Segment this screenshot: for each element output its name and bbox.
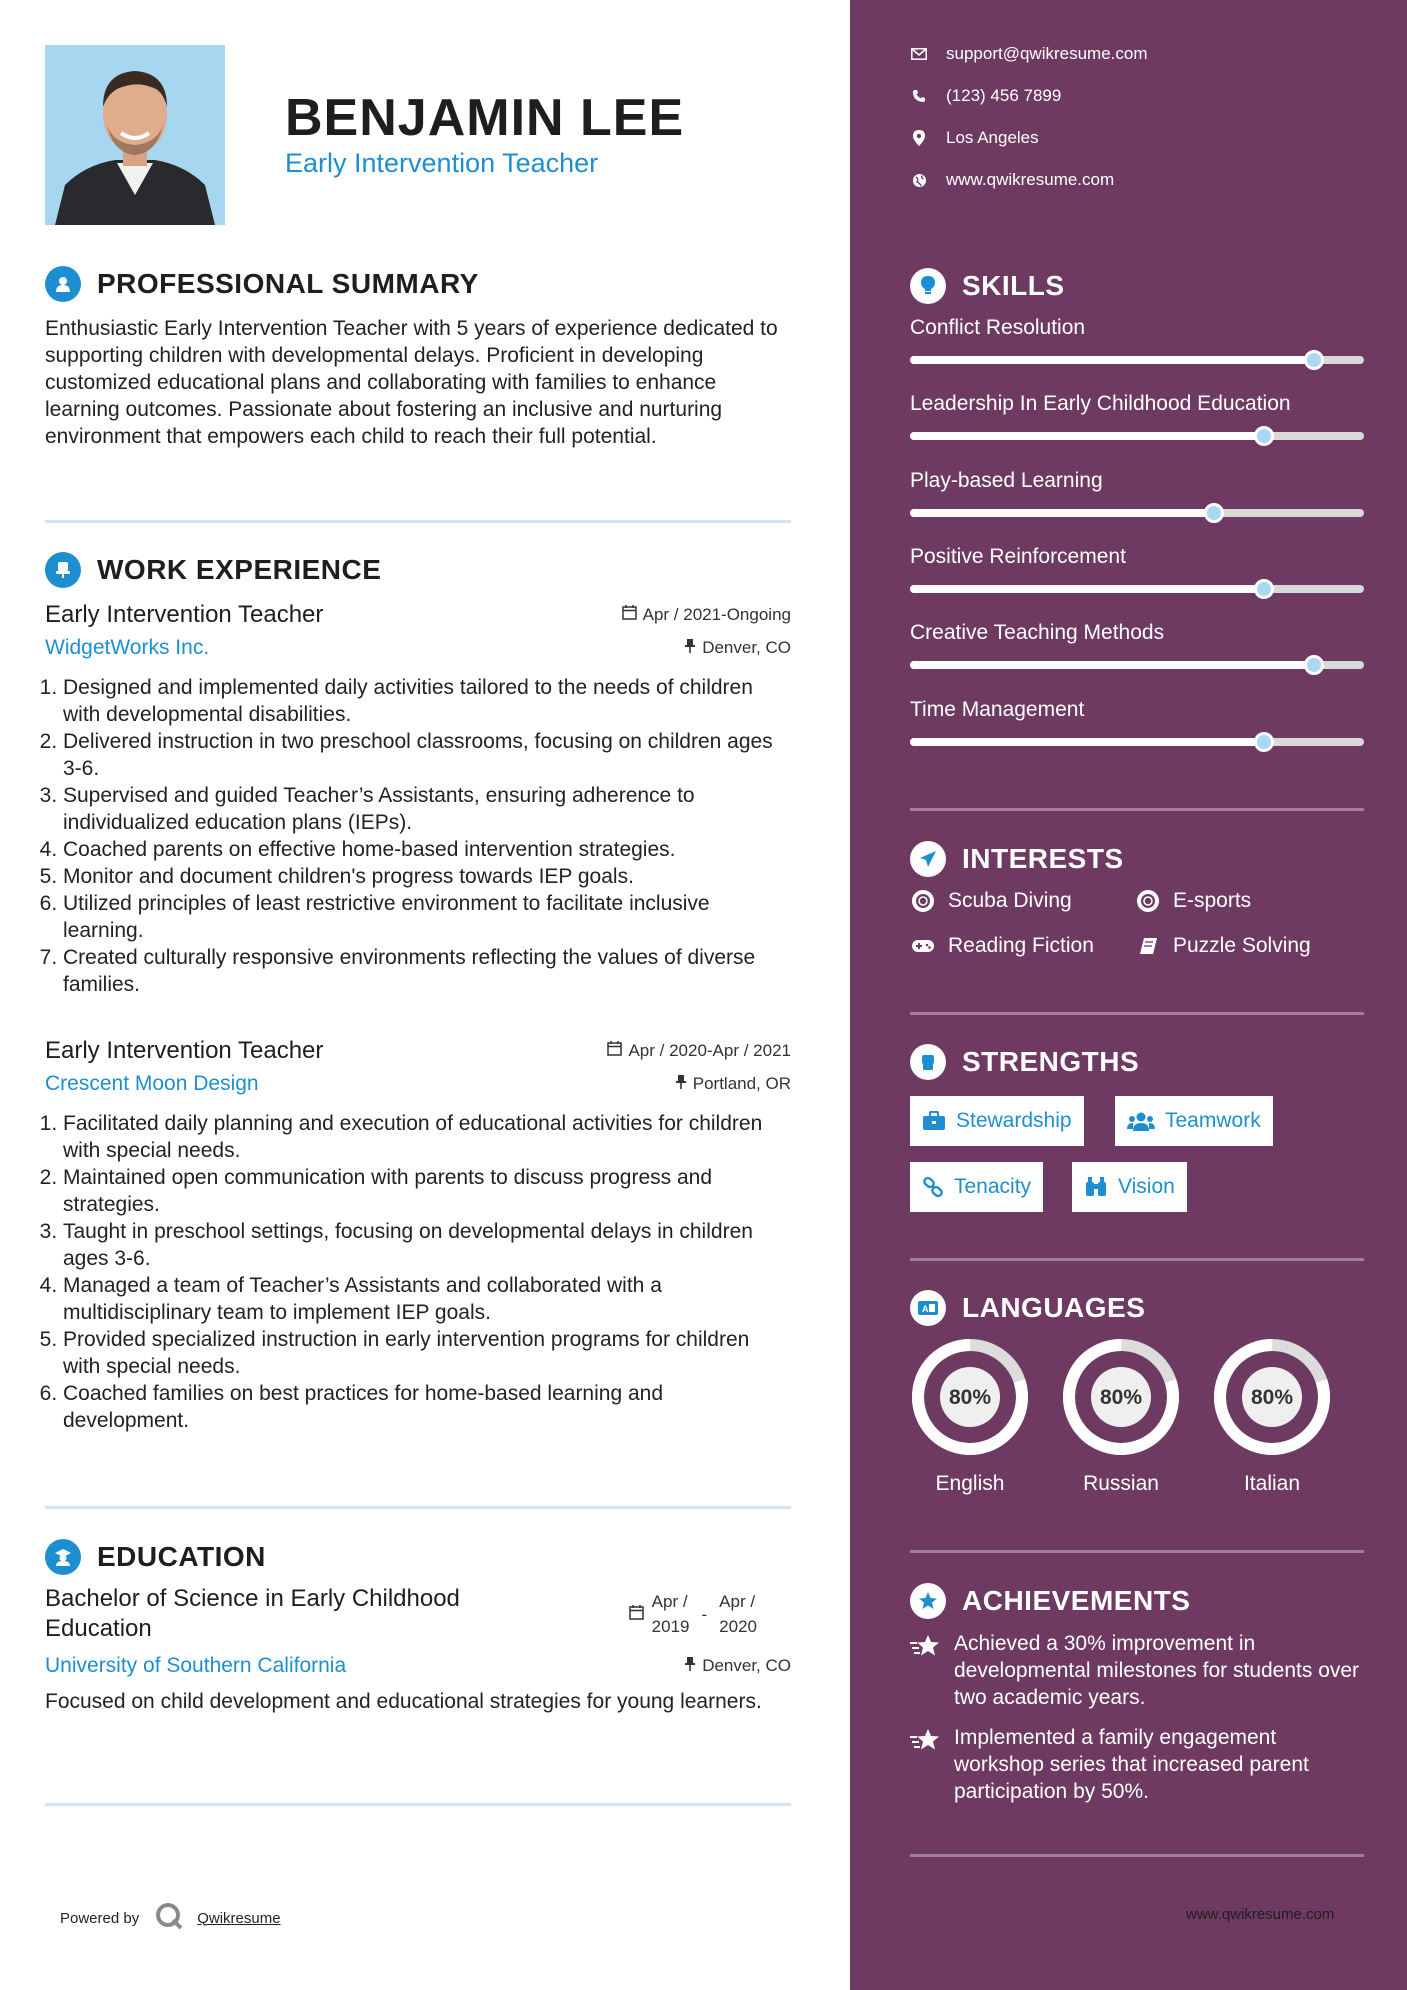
skill-fill [910, 661, 1314, 669]
degree-line: Education [45, 1615, 152, 1642]
skill-knob [1304, 350, 1324, 370]
powered-by-label: Powered by [60, 1909, 140, 1927]
section-divider [45, 520, 791, 523]
job-company[interactable]: WidgetWorks Inc. [45, 636, 210, 659]
website-text: www.qwikresume.com [946, 170, 1115, 189]
language-icon [910, 1290, 946, 1326]
section-divider [910, 808, 1364, 811]
contact-email[interactable] [910, 44, 1148, 64]
edu-start-month: Apr / [651, 1592, 688, 1611]
achievements-heading [910, 1583, 1190, 1619]
job-location: Denver, CO [702, 638, 791, 657]
interest-item [910, 933, 1094, 959]
skill-track [910, 661, 1364, 669]
book-icon [1135, 933, 1161, 959]
contact-website[interactable] [910, 170, 1114, 190]
fist-icon [910, 1044, 946, 1080]
section-divider [45, 1803, 791, 1806]
footer-url[interactable]: www.qwikresume.com [1186, 1906, 1335, 1923]
job-duty: 4. Managed a team of Teacher’s Assistants and collaborated with a multidisciplinary team to implement IEP goals. [63, 1272, 791, 1326]
job-date: Apr / 2021-Ongoing [642, 605, 791, 624]
achievement-item [910, 1630, 1370, 1711]
summary-heading [45, 266, 479, 302]
star-icon [910, 1630, 940, 1663]
interest-label: Reading Fiction [948, 934, 1094, 957]
skill-knob [1304, 655, 1324, 675]
job-duty: 7. Created culturally responsive environments reflecting the values of diverse families. [63, 944, 791, 998]
calendar-icon [607, 1041, 622, 1061]
language-item [1212, 1337, 1332, 1496]
skill-item [910, 698, 1364, 746]
users-icon [1127, 1111, 1155, 1131]
job-duty: 3. Supervised and guided Teacher’s Assistants, ensuring adherence to individualized education plans (IEPs). [63, 782, 791, 836]
binoculars-icon [1084, 1176, 1108, 1198]
degree-line: Bachelor of Science in Early Childhood [45, 1585, 460, 1612]
strength-label: Stewardship [956, 1109, 1072, 1132]
job-duties [45, 674, 791, 998]
skill-fill [910, 509, 1214, 517]
job-duty: 2. Maintained open communication with parents to discuss progress and strategies. [63, 1164, 791, 1218]
skill-label: Conflict Resolution [910, 316, 1086, 339]
strength-tag [1115, 1096, 1273, 1146]
job-duty: 2. Delivered instruction in two preschool classrooms, focusing on children ages 3-6. [63, 728, 791, 782]
skill-label: Play-based Learning [910, 469, 1103, 492]
job-date: Apr / 2020-Apr / 2021 [628, 1041, 791, 1060]
skill-label: Creative Teaching Methods [910, 621, 1165, 644]
job-role: Early Intervention Teacher [45, 1037, 324, 1064]
strength-tag [1072, 1162, 1187, 1212]
globe-icon [910, 171, 928, 189]
skill-label: Time Management [910, 698, 1085, 721]
summary-text: Enthusiastic Early Intervention Teacher with 5 years of experience dedicated to supporting children with developmental delays. Proficient in developing customized educational plans and collaborating with families to enhance learning outcomes. Passionate about fostering an inclusive and nurturing environment that empowers each child to reach their full potential. [45, 317, 778, 448]
location-text: Los Angeles [946, 128, 1039, 147]
skill-track [910, 585, 1364, 593]
job-location: Portland, OR [692, 1074, 791, 1093]
job-duty: 3. Taught in preschool settings, focusing on developmental delays in children ages 3-6. [63, 1218, 791, 1272]
job-duty: 6. Coached families on best practices for home-based learning and development. [63, 1380, 791, 1434]
school-name[interactable]: University of Southern California [45, 1654, 347, 1677]
skill-item [910, 316, 1364, 364]
achievement-item [910, 1724, 1370, 1805]
star-badge-icon [910, 1583, 946, 1619]
paper-plane-icon [910, 841, 946, 877]
pin-icon [684, 1656, 696, 1676]
skill-knob [1254, 579, 1274, 599]
skill-track [910, 356, 1364, 364]
skill-item [910, 621, 1364, 669]
date-dash: - [701, 1604, 708, 1624]
edu-end-year: 2020 [719, 1617, 757, 1636]
job-duty: 5. Provided specialized instruction in early intervention programs for children with special needs. [63, 1326, 791, 1380]
education-text: Focused on child development and educational strategies for young learners. [45, 1690, 762, 1713]
skill-item [910, 469, 1364, 517]
language-name: Russian [1083, 1472, 1159, 1495]
language-name: Italian [1243, 1472, 1301, 1495]
experience-heading [45, 552, 381, 588]
interest-item [1135, 933, 1311, 959]
interests-heading [910, 841, 1124, 877]
achievement-text: Implemented a family engagement workshop series that increased parent participation by 50%. [954, 1726, 1309, 1803]
candidate-name: BENJAMIN LEE [285, 89, 685, 147]
briefcase-icon [922, 1111, 946, 1131]
pin-icon [684, 638, 696, 658]
svg-text:A: A [922, 1304, 929, 1314]
job-duty: 1. Designed and implemented daily activities tailored to the needs of children with developmental disabilities. [63, 674, 791, 728]
lightbulb-icon [910, 268, 946, 304]
language-name: English [935, 1472, 1005, 1495]
interest-label: Scuba Diving [948, 889, 1072, 912]
job-role: Early Intervention Teacher [45, 601, 324, 628]
job-duty: 4. Coached parents on effective home-based intervention strategies. [63, 836, 791, 863]
strength-tag [910, 1096, 1084, 1146]
life-ring-icon [910, 888, 936, 914]
skill-knob [1254, 732, 1274, 752]
life-ring-icon [1135, 888, 1161, 914]
interest-label: Puzzle Solving [1173, 934, 1311, 957]
interest-item [910, 888, 1072, 914]
graduate-icon [45, 1539, 81, 1575]
skill-track [910, 738, 1364, 746]
candidate-title: Early Intervention Teacher [285, 148, 599, 178]
achievements-title: ACHIEVEMENTS [962, 1585, 1191, 1616]
section-divider [45, 1506, 791, 1509]
powered-by [60, 1902, 281, 1934]
interest-label: E-sports [1173, 889, 1252, 912]
language-percent: 80% [948, 1386, 992, 1409]
calendar-icon [629, 1602, 644, 1627]
phone-icon [910, 87, 928, 105]
brand-link[interactable]: Qwikresume [197, 1909, 281, 1927]
languages-heading [910, 1290, 1145, 1326]
qwikresume-logo-icon [155, 1902, 183, 1934]
section-divider [910, 1258, 1364, 1261]
contact-phone[interactable] [910, 86, 1061, 106]
strength-label: Tenacity [954, 1175, 1032, 1198]
section-divider [910, 1550, 1364, 1553]
skill-fill [910, 432, 1264, 440]
gamepad-icon [910, 933, 936, 959]
skill-knob [1254, 426, 1274, 446]
strengths-title: STRENGTHS [962, 1046, 1140, 1077]
experience-title: WORK EXPERIENCE [97, 554, 382, 585]
pin-icon [675, 1074, 687, 1094]
job-duty: 5. Monitor and document children's progress towards IEP goals. [63, 863, 791, 890]
phone-text: (123) 456 7899 [946, 86, 1062, 105]
section-divider [910, 1854, 1364, 1857]
language-item [910, 1337, 1030, 1496]
chair-icon [45, 552, 81, 588]
user-icon [45, 266, 81, 302]
edu-start-year: 2019 [651, 1617, 690, 1636]
strengths-heading [910, 1044, 1139, 1080]
skills-heading [910, 268, 1065, 304]
job-duty: 1. Facilitated daily planning and execution of educational activities for children with special needs. [63, 1110, 791, 1164]
interest-item [1135, 888, 1251, 914]
job-entry [45, 598, 791, 998]
strength-label: Vision [1118, 1175, 1175, 1198]
skill-fill [910, 356, 1314, 364]
skill-track [910, 432, 1364, 440]
language-ring [910, 1337, 1030, 1457]
language-ring [1212, 1337, 1332, 1457]
strength-tag [910, 1162, 1043, 1212]
skill-item [910, 392, 1364, 440]
strength-label: Teamwork [1165, 1109, 1261, 1132]
job-duties [45, 1110, 791, 1434]
skill-label: Leadership In Early Childhood Education [910, 392, 1291, 415]
link-icon [922, 1176, 944, 1198]
skill-item [910, 545, 1364, 593]
achievement-text: Achieved a 30% improvement in developmental milestones for students over two academic years. [954, 1632, 1360, 1709]
summary-title: PROFESSIONAL SUMMARY [97, 268, 479, 299]
languages-title: LANGUAGES [962, 1292, 1146, 1323]
education-heading [45, 1539, 266, 1575]
skill-fill [910, 585, 1264, 593]
language-item [1061, 1337, 1181, 1496]
section-divider [910, 1012, 1364, 1015]
envelope-icon [910, 45, 928, 63]
school-location: Denver, CO [702, 1656, 791, 1675]
email-text: support@qwikresume.com [946, 44, 1148, 63]
profile-photo [45, 45, 225, 225]
language-percent: 80% [1099, 1386, 1143, 1409]
skill-label: Positive Reinforcement [910, 545, 1126, 568]
skills-title: SKILLS [962, 270, 1065, 301]
map-marker-icon [910, 129, 928, 147]
language-ring [1061, 1337, 1181, 1457]
education-title: EDUCATION [97, 1541, 266, 1572]
skill-fill [910, 738, 1264, 746]
job-entry [45, 1034, 791, 1434]
education-entry [45, 1584, 791, 1715]
job-duty: 6. Utilized principles of least restrictive environment to facilitate inclusive learning. [63, 890, 791, 944]
skill-track [910, 509, 1364, 517]
star-icon [910, 1724, 940, 1757]
edu-end-month: Apr / [719, 1592, 756, 1611]
language-percent: 80% [1250, 1386, 1294, 1409]
interests-title: INTERESTS [962, 843, 1124, 874]
calendar-icon [622, 605, 637, 625]
contact-location [910, 128, 1039, 148]
job-company[interactable]: Crescent Moon Design [45, 1072, 259, 1095]
